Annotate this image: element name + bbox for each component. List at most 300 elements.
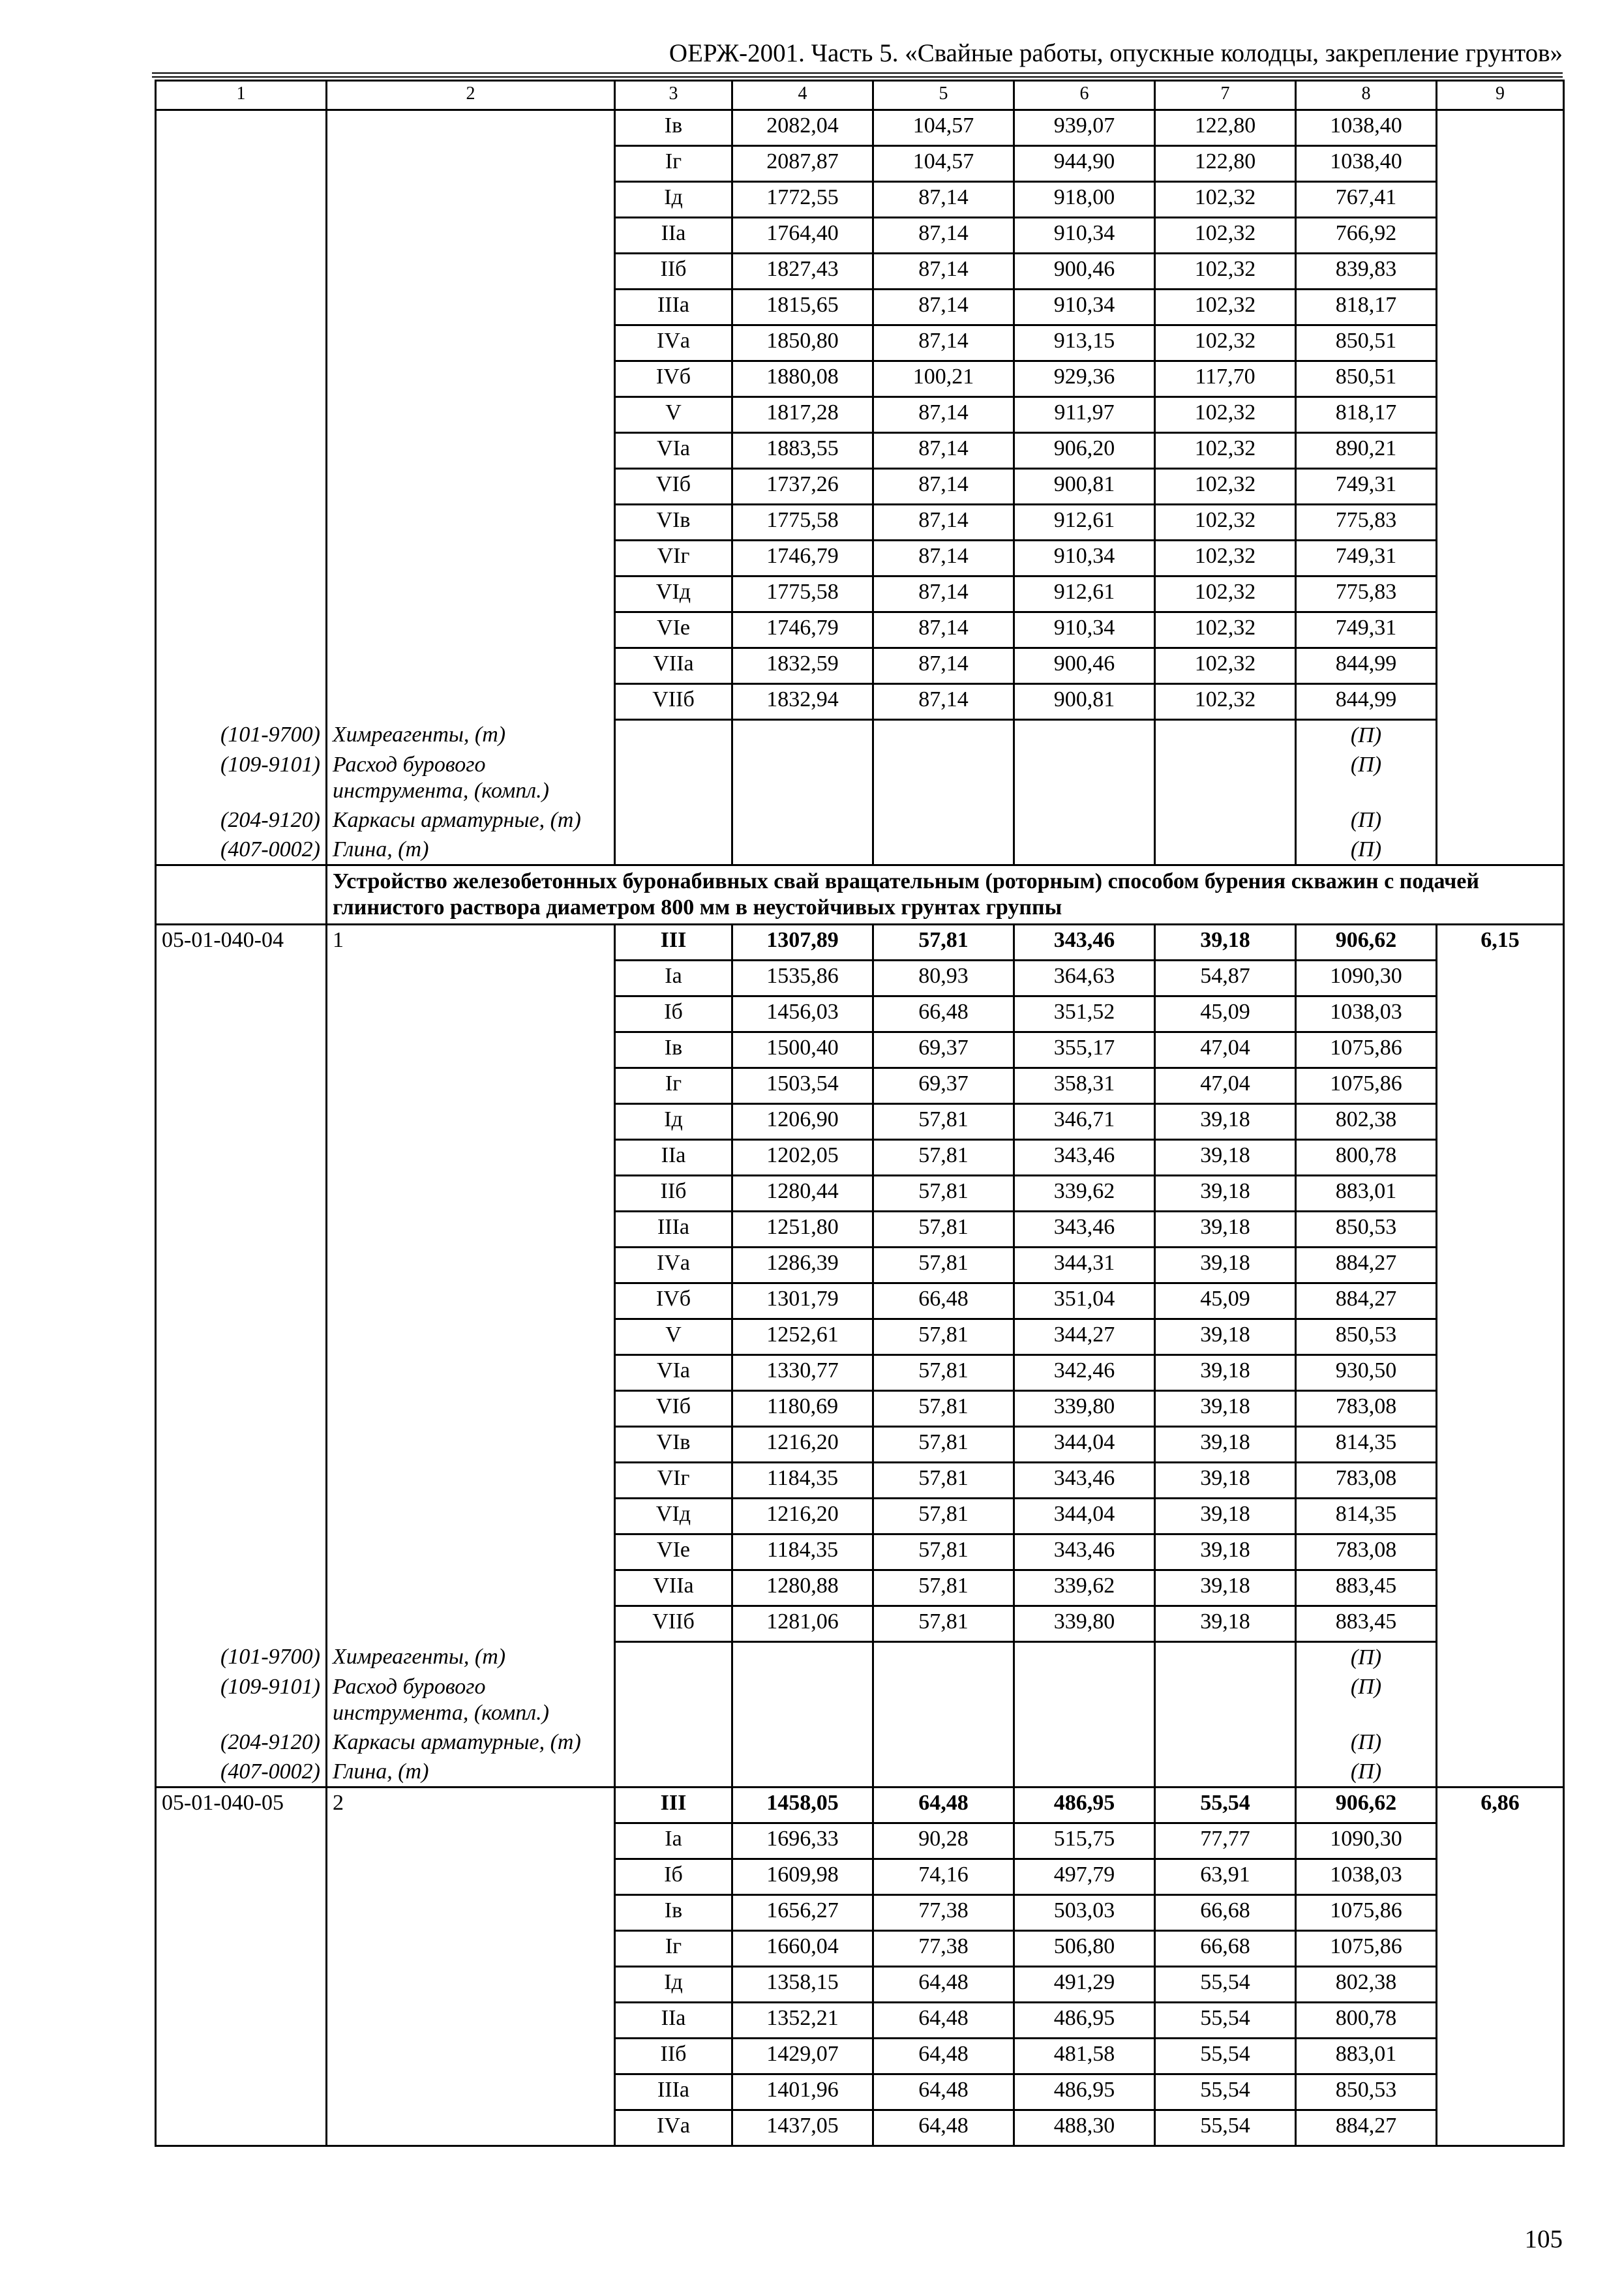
number-cell: 2 <box>327 1788 615 1823</box>
machine-operation-cell: 910,34 <box>1014 218 1155 254</box>
materials-cost-cell: 1075,86 <box>1296 1032 1437 1068</box>
labor-cost-cell <box>1437 1859 1564 1895</box>
table-row <box>156 612 1564 648</box>
labor-cost-cell <box>1437 1931 1564 1967</box>
machine-operator-pay-cell: 66,48 <box>873 1283 1014 1319</box>
direct-cost-cell: 1535,86 <box>732 961 873 996</box>
number-cell <box>327 469 615 505</box>
code-cell <box>156 1570 327 1606</box>
empty-cell <box>615 720 732 751</box>
machine-operation-cell: 351,52 <box>1014 996 1155 1032</box>
soil-group-cell: Iг <box>615 1931 732 1967</box>
column-number: 8 <box>1296 81 1437 110</box>
soil-group-cell: IIIа <box>615 290 732 325</box>
resource-mark: (П) <box>1296 720 1437 751</box>
machine-operator-pay-cell: 80,93 <box>873 961 1014 996</box>
operator-pay-cell: 102,32 <box>1155 397 1296 433</box>
number-cell <box>327 146 615 182</box>
soil-group-cell: VIб <box>615 1391 732 1427</box>
machine-operator-pay-cell: 66,48 <box>873 996 1014 1032</box>
labor-cost-cell <box>1437 996 1564 1032</box>
resource-code: (204-9120) <box>156 805 327 835</box>
labor-cost-cell <box>1437 1463 1564 1499</box>
empty-cell <box>615 1728 732 1757</box>
machine-operation-cell: 486,95 <box>1014 2074 1155 2110</box>
materials-cost-cell: 802,38 <box>1296 1104 1437 1140</box>
machine-operator-pay-cell: 104,57 <box>873 146 1014 182</box>
code-cell: 05-01-040-05 <box>156 1788 327 1823</box>
operator-pay-cell: 39,18 <box>1155 1212 1296 1248</box>
number-cell <box>327 1140 615 1176</box>
labor-cost-cell <box>1437 1570 1564 1606</box>
code-cell <box>156 1859 327 1895</box>
number-cell <box>327 1032 615 1068</box>
machine-operation-cell: 486,95 <box>1014 2003 1155 2039</box>
number-cell <box>327 1967 615 2003</box>
code-cell <box>156 612 327 648</box>
resource-name: Химреагенты, (т) <box>327 1642 615 1673</box>
materials-cost-cell: 818,17 <box>1296 397 1437 433</box>
labor-cost-cell <box>1437 361 1564 397</box>
table-row <box>156 2003 1564 2039</box>
table-row <box>156 2039 1564 2074</box>
machine-operator-pay-cell: 100,21 <box>873 361 1014 397</box>
direct-cost-cell: 2082,04 <box>732 110 873 146</box>
code-cell <box>156 1212 327 1248</box>
machine-operation-cell: 913,15 <box>1014 325 1155 361</box>
labor-cost-cell: 6,15 <box>1437 925 1564 961</box>
empty-cell <box>1155 750 1296 805</box>
machine-operator-pay-cell: 87,14 <box>873 397 1014 433</box>
code-cell <box>156 469 327 505</box>
labor-cost-cell <box>1437 1895 1564 1931</box>
table-row <box>156 925 1564 961</box>
empty-cell <box>1014 1642 1155 1673</box>
labor-cost-cell: 6,86 <box>1437 1788 1564 1823</box>
code-cell <box>156 182 327 218</box>
number-cell <box>327 433 615 469</box>
column-number: 1 <box>156 81 327 110</box>
resource-name: Глина, (т) <box>327 1757 615 1788</box>
table-row <box>156 684 1564 720</box>
machine-operation-cell: 910,34 <box>1014 541 1155 576</box>
labor-cost-cell <box>1437 469 1564 505</box>
empty-cell <box>1155 835 1296 865</box>
code-cell <box>156 1534 327 1570</box>
operator-pay-cell: 39,18 <box>1155 1606 1296 1642</box>
operator-pay-cell: 39,18 <box>1155 1140 1296 1176</box>
soil-group-cell: IVб <box>615 361 732 397</box>
empty-cell <box>615 805 732 835</box>
materials-cost-cell: 839,83 <box>1296 254 1437 290</box>
operator-pay-cell: 45,09 <box>1155 1283 1296 1319</box>
resource-code: (407-0002) <box>156 1757 327 1788</box>
operator-pay-cell: 39,18 <box>1155 925 1296 961</box>
table-row <box>156 1032 1564 1068</box>
labor-cost-cell <box>1437 218 1564 254</box>
machine-operation-cell: 343,46 <box>1014 925 1155 961</box>
direct-cost-cell: 1737,26 <box>732 469 873 505</box>
machine-operation-cell: 910,34 <box>1014 612 1155 648</box>
operator-pay-cell: 117,70 <box>1155 361 1296 397</box>
table-row <box>156 576 1564 612</box>
operator-pay-cell: 102,32 <box>1155 433 1296 469</box>
direct-cost-cell: 1216,20 <box>732 1499 873 1534</box>
soil-group-cell: IVа <box>615 325 732 361</box>
number-cell <box>327 1104 615 1140</box>
soil-group-cell: IVб <box>615 1283 732 1319</box>
direct-cost-cell: 1281,06 <box>732 1606 873 1642</box>
empty-cell <box>1014 750 1155 805</box>
direct-cost-cell: 1184,35 <box>732 1534 873 1570</box>
resource-mark: (П) <box>1296 805 1437 835</box>
soil-group-cell: IVа <box>615 2110 732 2146</box>
operator-pay-cell: 39,18 <box>1155 1104 1296 1140</box>
materials-cost-cell: 802,38 <box>1296 1967 1437 2003</box>
machine-operator-pay-cell: 87,14 <box>873 182 1014 218</box>
empty-cell <box>615 835 732 865</box>
labor-cost-cell <box>1437 1427 1564 1463</box>
operator-pay-cell: 102,32 <box>1155 684 1296 720</box>
machine-operation-cell: 343,46 <box>1014 1212 1155 1248</box>
direct-cost-cell: 1815,65 <box>732 290 873 325</box>
empty-cell <box>732 1642 873 1673</box>
direct-cost-cell: 1358,15 <box>732 1967 873 2003</box>
code-cell <box>156 1427 327 1463</box>
operator-pay-cell: 66,68 <box>1155 1895 1296 1931</box>
resource-mark: (П) <box>1296 750 1437 805</box>
materials-cost-cell: 906,62 <box>1296 925 1437 961</box>
empty-cell <box>873 1642 1014 1673</box>
resource-row <box>156 750 1564 805</box>
labor-cost-cell <box>1437 1606 1564 1642</box>
operator-pay-cell: 102,32 <box>1155 612 1296 648</box>
direct-cost-cell: 1696,33 <box>732 1823 873 1859</box>
code-cell <box>156 1895 327 1931</box>
materials-cost-cell: 844,99 <box>1296 684 1437 720</box>
empty-cell <box>873 805 1014 835</box>
column-number: 7 <box>1155 81 1296 110</box>
code-cell <box>156 961 327 996</box>
labor-cost-cell <box>1437 1104 1564 1140</box>
table-row <box>156 1534 1564 1570</box>
labor-cost-cell <box>1437 290 1564 325</box>
machine-operation-cell: 343,46 <box>1014 1463 1155 1499</box>
labor-cost-cell <box>1437 2110 1564 2146</box>
labor-cost-cell <box>1437 1032 1564 1068</box>
machine-operation-cell: 339,80 <box>1014 1391 1155 1427</box>
materials-cost-cell: 800,78 <box>1296 1140 1437 1176</box>
operator-pay-cell: 55,54 <box>1155 2003 1296 2039</box>
machine-operation-cell: 344,04 <box>1014 1427 1155 1463</box>
resource-code: (407-0002) <box>156 835 327 865</box>
table-row <box>156 469 1564 505</box>
labor-cost-cell <box>1437 146 1564 182</box>
table-row <box>156 1319 1564 1355</box>
machine-operator-pay-cell: 57,81 <box>873 1570 1014 1606</box>
materials-cost-cell: 818,17 <box>1296 290 1437 325</box>
number-cell <box>327 1570 615 1606</box>
materials-cost-cell: 749,31 <box>1296 541 1437 576</box>
operator-pay-cell: 39,18 <box>1155 1570 1296 1606</box>
operator-pay-cell: 102,32 <box>1155 469 1296 505</box>
machine-operator-pay-cell: 87,14 <box>873 254 1014 290</box>
number-cell <box>327 1931 615 1967</box>
table-row <box>156 2110 1564 2146</box>
code-cell <box>156 1931 327 1967</box>
direct-cost-cell: 1401,96 <box>732 2074 873 2110</box>
empty-cell <box>1437 1728 1564 1757</box>
machine-operation-cell: 491,29 <box>1014 1967 1155 2003</box>
machine-operation-cell: 343,46 <box>1014 1140 1155 1176</box>
code-cell <box>156 433 327 469</box>
empty-cell <box>615 1672 732 1728</box>
labor-cost-cell <box>1437 1068 1564 1104</box>
table-row <box>156 1499 1564 1534</box>
machine-operation-cell: 906,20 <box>1014 433 1155 469</box>
machine-operation-cell: 481,58 <box>1014 2039 1155 2074</box>
section-heading-row <box>156 865 1564 925</box>
materials-cost-cell: 1075,86 <box>1296 1931 1437 1967</box>
materials-cost-cell: 883,45 <box>1296 1606 1437 1642</box>
machine-operator-pay-cell: 87,14 <box>873 576 1014 612</box>
direct-cost-cell: 1880,08 <box>732 361 873 397</box>
soil-group-cell: Iг <box>615 146 732 182</box>
machine-operator-pay-cell: 104,57 <box>873 110 1014 146</box>
column-number-row <box>156 81 1564 110</box>
empty-cell <box>1014 835 1155 865</box>
code-cell <box>156 1463 327 1499</box>
empty-cell <box>1437 1672 1564 1728</box>
machine-operator-pay-cell: 64,48 <box>873 2039 1014 2074</box>
operator-pay-cell: 63,91 <box>1155 1859 1296 1895</box>
number-cell <box>327 1463 615 1499</box>
empty-cell <box>1014 805 1155 835</box>
soil-group-cell: Iа <box>615 961 732 996</box>
resource-mark: (П) <box>1296 1672 1437 1728</box>
number-cell <box>327 1391 615 1427</box>
empty-cell <box>873 835 1014 865</box>
materials-cost-cell: 1038,40 <box>1296 110 1437 146</box>
operator-pay-cell: 102,32 <box>1155 182 1296 218</box>
machine-operator-pay-cell: 64,48 <box>873 2110 1014 2146</box>
table-row <box>156 1967 1564 2003</box>
materials-cost-cell: 783,08 <box>1296 1463 1437 1499</box>
code-cell <box>156 1606 327 1642</box>
soil-group-cell: Iв <box>615 1895 732 1931</box>
empty-cell <box>732 1757 873 1788</box>
code-cell <box>156 361 327 397</box>
materials-cost-cell: 884,27 <box>1296 1248 1437 1283</box>
soil-group-cell: III <box>615 1788 732 1823</box>
machine-operator-pay-cell: 87,14 <box>873 290 1014 325</box>
resource-row <box>156 835 1564 865</box>
number-cell <box>327 397 615 433</box>
resource-mark: (П) <box>1296 1728 1437 1757</box>
machine-operation-cell: 506,80 <box>1014 1931 1155 1967</box>
labor-cost-cell <box>1437 1248 1564 1283</box>
machine-operation-cell: 344,04 <box>1014 1499 1155 1534</box>
empty-cell <box>873 720 1014 751</box>
code-cell <box>156 146 327 182</box>
materials-cost-cell: 783,08 <box>1296 1534 1437 1570</box>
empty-cell <box>1155 1757 1296 1788</box>
direct-cost-cell: 1184,35 <box>732 1463 873 1499</box>
number-cell <box>327 1427 615 1463</box>
machine-operator-pay-cell: 87,14 <box>873 218 1014 254</box>
number-cell <box>327 290 615 325</box>
table-row <box>156 218 1564 254</box>
soil-group-cell: Iд <box>615 1104 732 1140</box>
empty-cell <box>1155 1672 1296 1728</box>
direct-cost-cell: 1656,27 <box>732 1895 873 1931</box>
labor-cost-cell <box>1437 541 1564 576</box>
labor-cost-cell <box>1437 2039 1564 2074</box>
code-cell <box>156 1140 327 1176</box>
soil-group-cell: VIг <box>615 541 732 576</box>
machine-operation-cell: 900,46 <box>1014 254 1155 290</box>
machine-operator-pay-cell: 69,37 <box>873 1068 1014 1104</box>
table-row <box>156 541 1564 576</box>
empty-cell <box>873 1757 1014 1788</box>
direct-cost-cell: 1746,79 <box>732 612 873 648</box>
machine-operator-pay-cell: 64,48 <box>873 1788 1014 1823</box>
number-cell <box>327 541 615 576</box>
direct-cost-cell: 1202,05 <box>732 1140 873 1176</box>
soil-group-cell: VIв <box>615 1427 732 1463</box>
operator-pay-cell: 55,54 <box>1155 2074 1296 2110</box>
table-row <box>156 1570 1564 1606</box>
operator-pay-cell: 55,54 <box>1155 1967 1296 2003</box>
machine-operator-pay-cell: 77,38 <box>873 1931 1014 1967</box>
materials-cost-cell: 749,31 <box>1296 469 1437 505</box>
labor-cost-cell <box>1437 1967 1564 2003</box>
machine-operation-cell: 486,95 <box>1014 1788 1155 1823</box>
machine-operator-pay-cell: 87,14 <box>873 505 1014 541</box>
resource-row <box>156 805 1564 835</box>
direct-cost-cell: 1352,21 <box>732 2003 873 2039</box>
labor-cost-cell <box>1437 1391 1564 1427</box>
machine-operator-pay-cell: 77,38 <box>873 1895 1014 1931</box>
machine-operator-pay-cell: 87,14 <box>873 541 1014 576</box>
machine-operation-cell: 912,61 <box>1014 576 1155 612</box>
materials-cost-cell: 930,50 <box>1296 1355 1437 1391</box>
table-row <box>156 1427 1564 1463</box>
labor-cost-cell <box>1437 397 1564 433</box>
number-cell <box>327 961 615 996</box>
operator-pay-cell: 47,04 <box>1155 1032 1296 1068</box>
empty-cell <box>615 750 732 805</box>
materials-cost-cell: 775,83 <box>1296 576 1437 612</box>
empty-cell <box>732 805 873 835</box>
table-row <box>156 1104 1564 1140</box>
code-cell <box>156 1355 327 1391</box>
number-cell <box>327 576 615 612</box>
header-rule-secondary <box>152 76 1563 78</box>
empty-cell <box>1437 835 1564 865</box>
direct-cost-cell: 1827,43 <box>732 254 873 290</box>
resource-row <box>156 1757 1564 1788</box>
operator-pay-cell: 39,18 <box>1155 1427 1296 1463</box>
materials-cost-cell: 850,51 <box>1296 361 1437 397</box>
operator-pay-cell: 39,18 <box>1155 1463 1296 1499</box>
number-cell <box>327 1823 615 1859</box>
materials-cost-cell: 1038,03 <box>1296 996 1437 1032</box>
materials-cost-cell: 775,83 <box>1296 505 1437 541</box>
number-cell <box>327 1534 615 1570</box>
table-row <box>156 961 1564 996</box>
machine-operator-pay-cell: 64,48 <box>873 2003 1014 2039</box>
soil-group-cell: VIд <box>615 1499 732 1534</box>
code-cell <box>156 1499 327 1534</box>
number-cell <box>327 110 615 146</box>
operator-pay-cell: 77,77 <box>1155 1823 1296 1859</box>
code-cell <box>156 1823 327 1859</box>
number-cell <box>327 684 615 720</box>
operator-pay-cell: 66,68 <box>1155 1931 1296 1967</box>
estimate-table <box>155 80 1565 2147</box>
labor-cost-cell <box>1437 325 1564 361</box>
machine-operator-pay-cell: 87,14 <box>873 684 1014 720</box>
soil-group-cell: IIа <box>615 218 732 254</box>
direct-cost-cell: 1280,88 <box>732 1570 873 1606</box>
materials-cost-cell: 850,51 <box>1296 325 1437 361</box>
empty-cell <box>1155 805 1296 835</box>
empty-cell <box>1155 1642 1296 1673</box>
number-cell <box>327 2074 615 2110</box>
soil-group-cell: VIг <box>615 1463 732 1499</box>
soil-group-cell: Iб <box>615 1859 732 1895</box>
table-row <box>156 1788 1564 1823</box>
resource-mark: (П) <box>1296 835 1437 865</box>
resource-name: Расход бурового инструмента, (компл.) <box>327 1672 615 1728</box>
machine-operation-cell: 488,30 <box>1014 2110 1155 2146</box>
operator-pay-cell: 102,32 <box>1155 576 1296 612</box>
operator-pay-cell: 55,54 <box>1155 2110 1296 2146</box>
machine-operation-cell: 355,17 <box>1014 1032 1155 1068</box>
resource-name: Расход бурового инструмента, (компл.) <box>327 750 615 805</box>
empty-cell <box>873 1672 1014 1728</box>
resource-row <box>156 720 1564 751</box>
machine-operation-cell: 339,80 <box>1014 1606 1155 1642</box>
operator-pay-cell: 102,32 <box>1155 290 1296 325</box>
machine-operator-pay-cell: 57,81 <box>873 1140 1014 1176</box>
table-row <box>156 1283 1564 1319</box>
column-number: 4 <box>732 81 873 110</box>
labor-cost-cell <box>1437 684 1564 720</box>
direct-cost-cell: 1764,40 <box>732 218 873 254</box>
empty-cell <box>1014 1672 1155 1728</box>
operator-pay-cell: 102,32 <box>1155 541 1296 576</box>
machine-operator-pay-cell: 57,81 <box>873 1463 1014 1499</box>
machine-operator-pay-cell: 57,81 <box>873 1391 1014 1427</box>
table-row <box>156 182 1564 218</box>
direct-cost-cell: 1301,79 <box>732 1283 873 1319</box>
direct-cost-cell: 1206,90 <box>732 1104 873 1140</box>
empty-cell <box>1155 1728 1296 1757</box>
code-cell <box>156 1248 327 1283</box>
table-row <box>156 1248 1564 1283</box>
direct-cost-cell: 1746,79 <box>732 541 873 576</box>
labor-cost-cell <box>1437 612 1564 648</box>
empty-cell <box>1437 720 1564 751</box>
direct-cost-cell: 1180,69 <box>732 1391 873 1427</box>
labor-cost-cell <box>1437 110 1564 146</box>
soil-group-cell: IIб <box>615 1176 732 1212</box>
machine-operator-pay-cell: 87,14 <box>873 325 1014 361</box>
machine-operation-cell: 342,46 <box>1014 1355 1155 1391</box>
machine-operation-cell: 911,97 <box>1014 397 1155 433</box>
